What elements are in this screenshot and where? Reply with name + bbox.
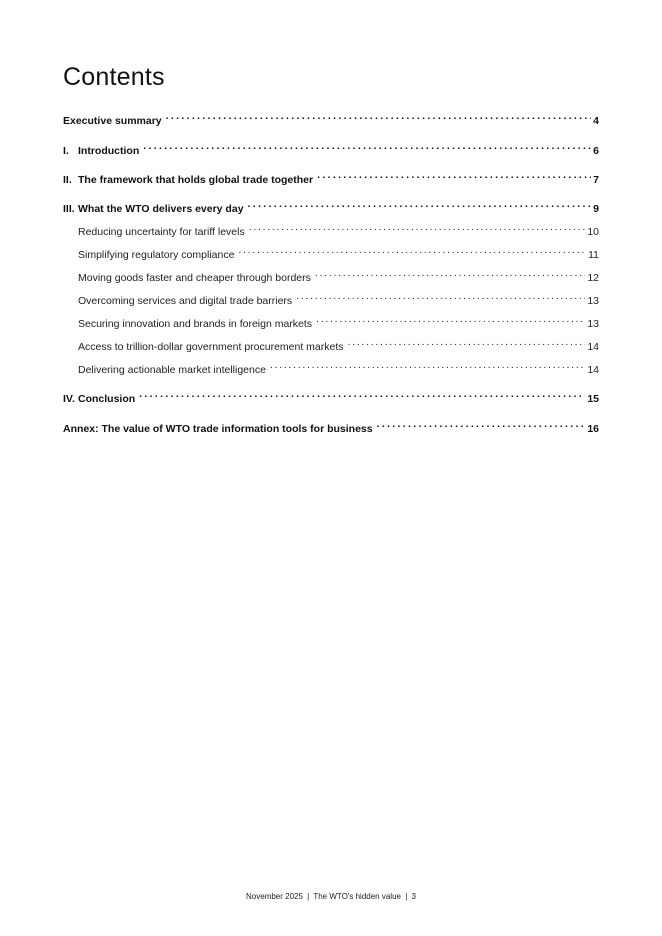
footer-separator: | [405, 892, 408, 901]
dot-leader [238, 242, 586, 258]
toc-subentry-label: Access to trillion-dollar government procurement markets [78, 341, 344, 353]
dot-leader [296, 288, 585, 304]
toc-subentry[interactable] [78, 219, 599, 238]
toc-entry-framework[interactable] [63, 167, 599, 186]
toc-subentry-page: 13 [587, 295, 599, 307]
toc-entry-label: What the WTO delivers every day [78, 203, 244, 215]
dot-leader [316, 311, 585, 327]
dot-leader [270, 357, 585, 373]
footer-date: November 2025 [246, 892, 303, 901]
toc-entry-number: II. [63, 174, 72, 186]
toc-subentry[interactable] [78, 311, 599, 330]
toc-subentry-page: 12 [587, 272, 599, 284]
toc-entry-number: I. [63, 145, 69, 157]
toc-entry-conclusion[interactable] [63, 386, 599, 405]
toc-entry-what-wto-delivers[interactable] [63, 196, 599, 215]
toc-entry-annex[interactable] [63, 416, 599, 435]
toc-subentry-page: 13 [587, 318, 599, 330]
toc-subentry-label: Securing innovation and brands in foreign markets [78, 318, 313, 330]
toc-subentry[interactable] [78, 334, 599, 353]
toc-entry-introduction[interactable] [63, 138, 599, 157]
toc-subentry[interactable] [78, 357, 599, 376]
toc-entry-page: 16 [587, 423, 599, 435]
footer-publication-title: The WTO's hidden value [313, 892, 401, 901]
toc-subentry-label: Reducing uncertainty for tariff levels [78, 226, 245, 238]
toc-subentry-label: Moving goods faster and cheaper through borders [78, 272, 311, 284]
dot-leader [348, 334, 586, 350]
toc-entry-page: 15 [587, 393, 599, 405]
toc-entry-executive-summary[interactable] [63, 108, 599, 127]
toc-subentry-page: 14 [587, 364, 599, 376]
toc-entry-label: Annex: The value of WTO trade information tools for business [63, 423, 373, 435]
dot-leader [377, 416, 586, 432]
dot-leader [166, 108, 592, 124]
toc-subentry[interactable] [78, 242, 599, 261]
toc-subentry[interactable] [78, 288, 599, 307]
toc-entry-page: 9 [593, 203, 599, 215]
toc-entry-page: 4 [593, 115, 599, 127]
toc-entry-label: Executive summary [63, 115, 162, 127]
dot-leader [139, 386, 585, 402]
toc-entry-label: Introduction [78, 145, 140, 157]
dot-leader [143, 138, 591, 154]
page-footer [0, 891, 662, 903]
toc-subentry[interactable] [78, 265, 599, 284]
footer-page-number: 3 [411, 892, 416, 901]
toc-entry-number: IV. [63, 393, 75, 405]
toc-subentry-label: Delivering actionable market intelligence [78, 364, 266, 376]
toc-subentry-page: 10 [587, 226, 599, 238]
toc-entry-number: III. [63, 203, 75, 215]
toc-entry-label: Conclusion [78, 393, 136, 405]
dot-leader [249, 219, 586, 235]
dot-leader [315, 265, 585, 281]
toc-subentry-label: Simplifying regulatory compliance [78, 249, 235, 261]
page-title: Contents [63, 63, 165, 91]
toc-entry-page: 7 [593, 174, 599, 186]
dot-leader [248, 196, 592, 212]
toc-entry-page: 6 [593, 145, 599, 157]
toc-subentry-label: Overcoming services and digital trade barriers [78, 295, 293, 307]
dot-leader [317, 167, 591, 183]
toc-subentry-page: 11 [588, 249, 599, 261]
footer-separator: | [307, 892, 310, 901]
toc-subentry-page: 14 [587, 341, 599, 353]
toc-entry-label: The framework that holds global trade together [78, 174, 314, 186]
